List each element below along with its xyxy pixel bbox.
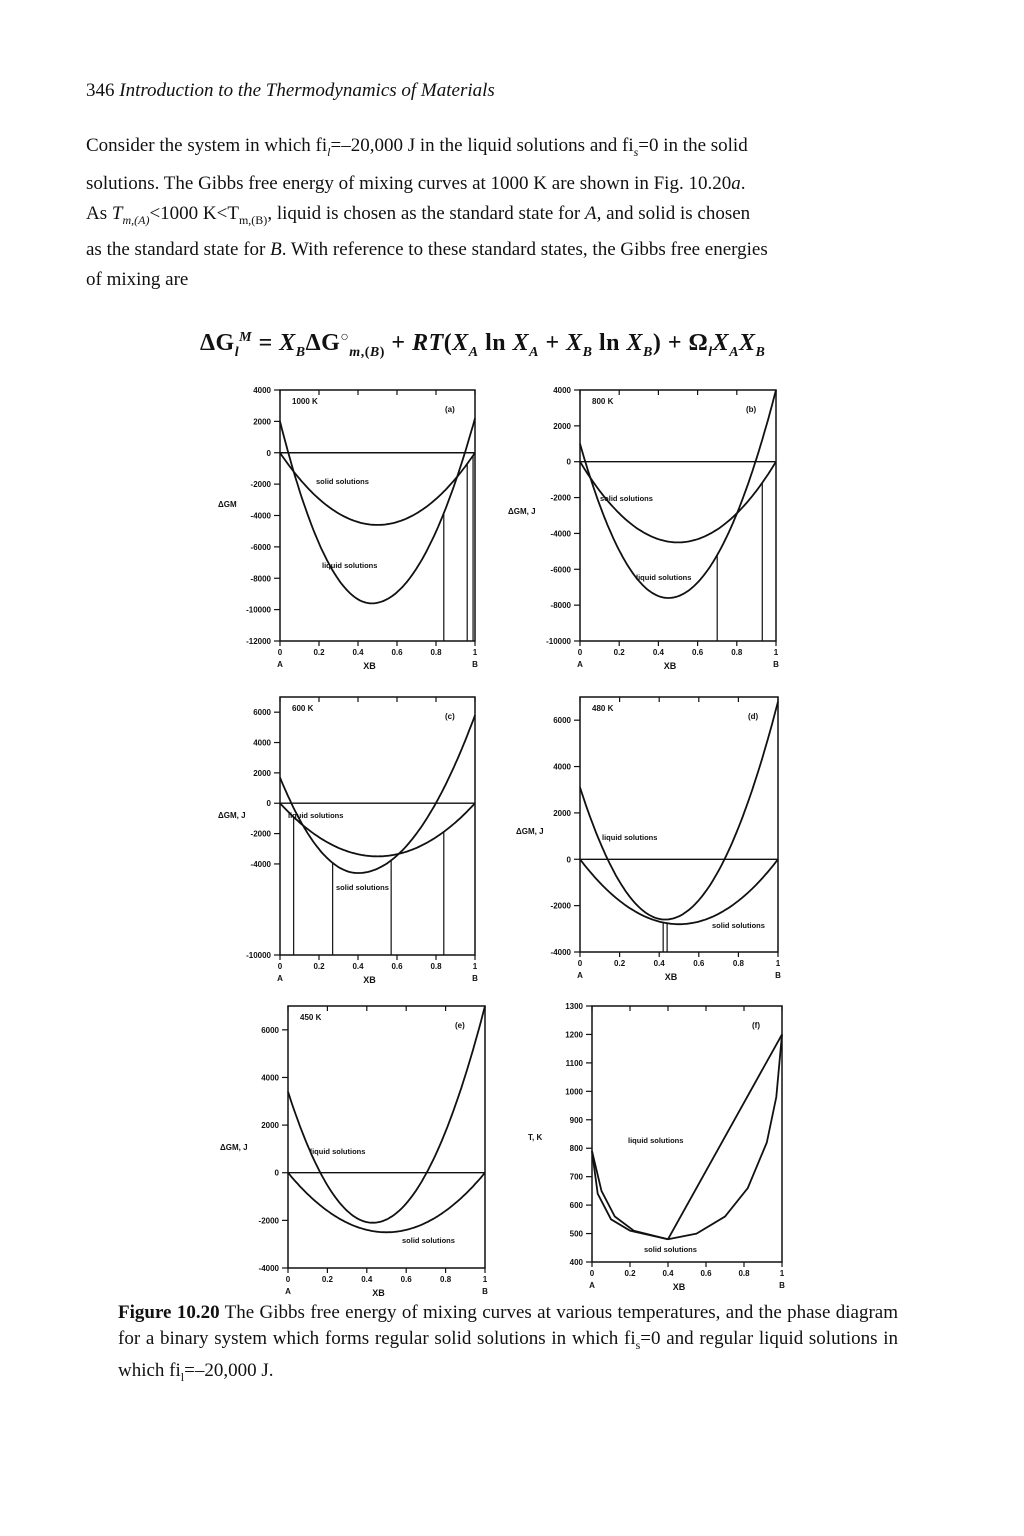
y-tick-label: -2000 <box>550 901 571 911</box>
series-label-solid: solid solutions <box>600 494 653 503</box>
liquidus-right <box>668 1034 782 1239</box>
x-tick-label: 0.4 <box>352 962 364 971</box>
x-tick-label: 0.8 <box>738 1269 750 1278</box>
chart-panel-1 <box>218 386 478 671</box>
text-run: , liquid is chosen as the standard state for <box>267 203 585 224</box>
y-tick-label: -4000 <box>550 529 571 539</box>
y-tick-label: -2000 <box>258 1216 279 1226</box>
series-label-solid: solid solutions <box>402 1236 455 1245</box>
panel-label: (f) <box>752 1021 760 1030</box>
text-run: =–20,000 J in the liquid solutions and fi <box>330 135 634 156</box>
x-axis-label: XB <box>664 972 678 982</box>
x-tick-label: 0.4 <box>653 959 665 968</box>
x-end-label-a: A <box>277 660 283 669</box>
y-tick-label: -2000 <box>550 493 571 503</box>
x-tick-label: 0.6 <box>700 1269 712 1278</box>
x-axis-label: XB <box>663 661 677 671</box>
x-tick-label: 0.8 <box>430 962 442 971</box>
x-end-label-a: A <box>277 974 283 983</box>
text-run: as the standard state for <box>86 239 271 260</box>
y-tick-label: 0 <box>266 799 271 809</box>
y-tick-label: 4000 <box>253 738 271 748</box>
series-label-liquid: liquid solutions <box>310 1147 366 1156</box>
y-tick-label: -6000 <box>250 542 271 552</box>
temperature-label: 800 K <box>592 397 614 406</box>
y-axis-label: ΔGM, J <box>218 811 246 820</box>
temperature-label: 600 K <box>292 704 314 713</box>
x-tick-label: 0.6 <box>400 1275 412 1284</box>
y-tick-label: -8000 <box>550 601 571 611</box>
y-tick-label: 500 <box>569 1229 583 1239</box>
y-tick-label: 0 <box>566 457 571 467</box>
y-axis-label: ΔGM, J <box>516 827 544 836</box>
x-tick-label: 0 <box>277 648 283 657</box>
y-tick-label: 1200 <box>565 1030 583 1040</box>
temperature-label: 450 K <box>300 1013 322 1022</box>
y-tick-label: 800 <box>569 1144 583 1154</box>
text-run: Consider the system in which fi <box>86 135 328 156</box>
x-tick-label: 0.8 <box>732 959 744 968</box>
y-tick-label: 600 <box>569 1201 583 1211</box>
x-tick-label: 0.4 <box>652 648 664 657</box>
x-tick-label: 0.6 <box>391 648 403 657</box>
text-run: T <box>111 203 123 224</box>
y-tick-label: 400 <box>569 1258 583 1267</box>
subscript: s <box>633 144 639 159</box>
y-tick-label: -10000 <box>546 637 571 646</box>
series-label-liquid: liquid solutions <box>288 811 344 820</box>
x-tick-label: 0.4 <box>352 648 364 657</box>
x-end-label-b: B <box>779 1281 785 1290</box>
y-tick-label: -6000 <box>550 565 571 575</box>
x-end-label-a: A <box>577 971 583 980</box>
subscript: s <box>635 1337 641 1352</box>
y-tick-label: -4000 <box>250 859 271 869</box>
subscript: m,(A) <box>122 212 150 227</box>
figure-caption <box>118 1300 898 1390</box>
x-axis-label: XB <box>363 661 376 671</box>
panel-label: (c) <box>445 712 455 721</box>
y-tick-label: 4000 <box>253 386 271 395</box>
series-solid-solutions <box>288 1173 485 1233</box>
subscript: l <box>327 144 331 159</box>
temperature-label: 480 K <box>592 704 614 713</box>
y-tick-label: 4000 <box>261 1073 279 1083</box>
x-tick-label: 0.2 <box>313 648 325 657</box>
y-tick-label: 1100 <box>565 1058 583 1068</box>
y-tick-label: -4000 <box>550 948 571 957</box>
panel-label: (a) <box>445 405 455 414</box>
series-label-liquid: liquid solutions <box>636 573 692 582</box>
x-end-label-b: B <box>482 1287 488 1296</box>
x-tick-label: 0 <box>277 962 283 971</box>
temperature-label: 1000 K <box>292 397 318 406</box>
x-end-label-b: B <box>773 660 779 669</box>
series-solid-solutions <box>280 453 475 525</box>
chart-panel-6 <box>528 1002 785 1292</box>
x-tick-label: 0.6 <box>692 648 704 657</box>
y-axis-label: ΔGM, J <box>220 1143 248 1152</box>
series-label-solid: solid solutions <box>316 477 369 486</box>
y-tick-label: 6000 <box>553 716 571 726</box>
text-run: A, <box>584 203 602 224</box>
y-tick-label: 4000 <box>553 386 571 395</box>
text-run: and solid is chosen <box>601 203 751 224</box>
y-tick-label: -10000 <box>246 605 271 615</box>
y-tick-label: 1300 <box>565 1002 583 1011</box>
text-run: a <box>731 173 741 194</box>
x-tick-label: 0 <box>589 1269 595 1278</box>
liquidus-left <box>592 1151 668 1239</box>
series-label-liquid: liquid solutions <box>602 833 658 842</box>
caption-label: Figure 10.20 <box>118 1302 220 1323</box>
text-run: =0 in the solid <box>638 135 748 156</box>
chart-panel-3 <box>218 697 478 985</box>
y-tick-label: 0 <box>566 855 571 865</box>
plot-frame <box>580 697 778 952</box>
subscript: m,(B) <box>238 212 268 227</box>
text-run: <1000 K<T <box>149 203 239 224</box>
panel-label: (d) <box>748 712 759 721</box>
x-end-label-b: B <box>472 660 478 669</box>
x-tick-label: 0 <box>577 648 583 657</box>
series-liquid-solutions <box>580 702 778 920</box>
y-tick-label: 0 <box>266 448 271 458</box>
x-tick-label: 0.2 <box>313 962 325 971</box>
text-run: . <box>740 173 746 194</box>
chart-panel-4 <box>516 697 781 982</box>
y-tick-label: 2000 <box>261 1121 279 1131</box>
series-liquid-solutions <box>280 418 475 603</box>
x-tick-label: 0.2 <box>614 959 626 968</box>
x-tick-label: 0.2 <box>613 648 625 657</box>
x-tick-label: 0.8 <box>430 648 442 657</box>
y-tick-label: 6000 <box>253 708 271 718</box>
x-tick-label: 1 <box>482 1275 488 1284</box>
panel-label: (b) <box>746 405 757 414</box>
series-label-solid: solid solutions <box>712 921 765 930</box>
plot-frame <box>288 1006 485 1268</box>
x-tick-label: 0.2 <box>624 1269 636 1278</box>
x-tick-label: 0.4 <box>361 1275 373 1284</box>
y-axis-label: ΔGM <box>218 500 237 509</box>
x-end-label-a: A <box>589 1281 595 1290</box>
y-tick-label: -2000 <box>250 480 271 490</box>
x-tick-label: 1 <box>472 962 478 971</box>
x-tick-label: 0 <box>285 1275 291 1284</box>
x-end-label-a: A <box>285 1287 291 1296</box>
x-tick-label: 0.2 <box>321 1275 333 1284</box>
x-axis-label: XB <box>372 1288 385 1298</box>
text-run: B <box>270 239 282 260</box>
x-tick-label: 0.6 <box>391 962 403 971</box>
y-tick-label: -4000 <box>250 511 271 521</box>
y-tick-label: 0 <box>274 1168 279 1178</box>
text-run: =–20,000 J. <box>184 1359 274 1381</box>
x-tick-label: 0.6 <box>693 959 705 968</box>
x-axis-label: XB <box>363 975 376 985</box>
text-run: The Gibbs free energy of mixing curves at various temperatures, and the phase diagram for a binary system which forms regular solid solutions in which fi <box>118 1302 898 1349</box>
gibbs-equation: $\Delta G_l^M = X_B\Delta G^○_{m,(B)} + RT(X_A$ $\ln X_A + X_B$ $\ln X_B) + \Omega_lX_AX_B$ <box>200 330 766 360</box>
series-label-solid: solid solutions <box>336 883 389 892</box>
y-tick-label: -2000 <box>250 829 271 839</box>
x-tick-label: 0.8 <box>731 648 743 657</box>
y-tick-label: 2000 <box>553 421 571 431</box>
y-tick-label: 2000 <box>253 417 271 427</box>
plot-frame <box>592 1006 782 1262</box>
plot-frame <box>280 697 475 955</box>
x-tick-label: 1 <box>779 1269 785 1278</box>
subscript: l <box>180 1369 185 1384</box>
x-tick-label: 0.4 <box>662 1269 674 1278</box>
page-number: 346 <box>86 80 115 101</box>
y-tick-label: 6000 <box>261 1025 279 1035</box>
x-axis-label: XB <box>672 1282 686 1292</box>
x-end-label-b: B <box>472 974 478 983</box>
text-run: =0 and regular liquid solutions in which fi <box>118 1328 899 1381</box>
y-tick-label: -4000 <box>258 1264 279 1273</box>
x-tick-label: 1 <box>472 648 478 657</box>
x-tick-label: 0.8 <box>440 1275 452 1284</box>
y-axis-label: ΔGM, J <box>508 507 536 516</box>
y-tick-label: -8000 <box>250 574 271 584</box>
x-tick-label: 1 <box>773 648 779 657</box>
x-end-label-a: A <box>577 660 583 669</box>
x-end-label-b: B <box>775 971 781 980</box>
y-axis-label: T, K <box>528 1133 543 1142</box>
series-label-liquid: liquid solutions <box>628 1136 684 1145</box>
series-label-liquid: liquid solutions <box>322 561 378 570</box>
series-label-solid: solid solutions <box>644 1245 697 1254</box>
plot-frame <box>580 390 776 641</box>
chart-panel-2 <box>508 386 779 671</box>
x-tick-label: 1 <box>775 959 781 968</box>
y-tick-label: 2000 <box>253 768 271 778</box>
y-tick-label: 900 <box>569 1115 583 1125</box>
series-solid-solutions <box>580 859 778 924</box>
text-run: solutions. The Gibbs free energy of mixing curves at 1000 K are shown in Fig. 10.20 <box>86 173 732 194</box>
y-tick-label: 2000 <box>553 808 571 818</box>
x-tick-label: 0 <box>577 959 583 968</box>
y-tick-label: -12000 <box>246 637 271 646</box>
panel-label: (e) <box>455 1021 465 1030</box>
y-tick-label: 700 <box>569 1172 583 1182</box>
book-title: Introduction to the Thermodynamics of Materials <box>119 80 495 101</box>
y-tick-label: 1000 <box>565 1087 583 1097</box>
text-run: . With reference to these standard states, the Gibbs free energies <box>281 239 768 260</box>
text-run: As <box>86 203 112 224</box>
y-tick-label: -10000 <box>246 951 271 960</box>
series-liquid-solutions <box>288 1006 485 1223</box>
chart-panel-5 <box>220 1006 488 1298</box>
y-tick-label: 4000 <box>553 762 571 772</box>
series-liquid-solutions <box>280 715 475 873</box>
paragraph-line-5: of mixing are <box>86 269 189 290</box>
